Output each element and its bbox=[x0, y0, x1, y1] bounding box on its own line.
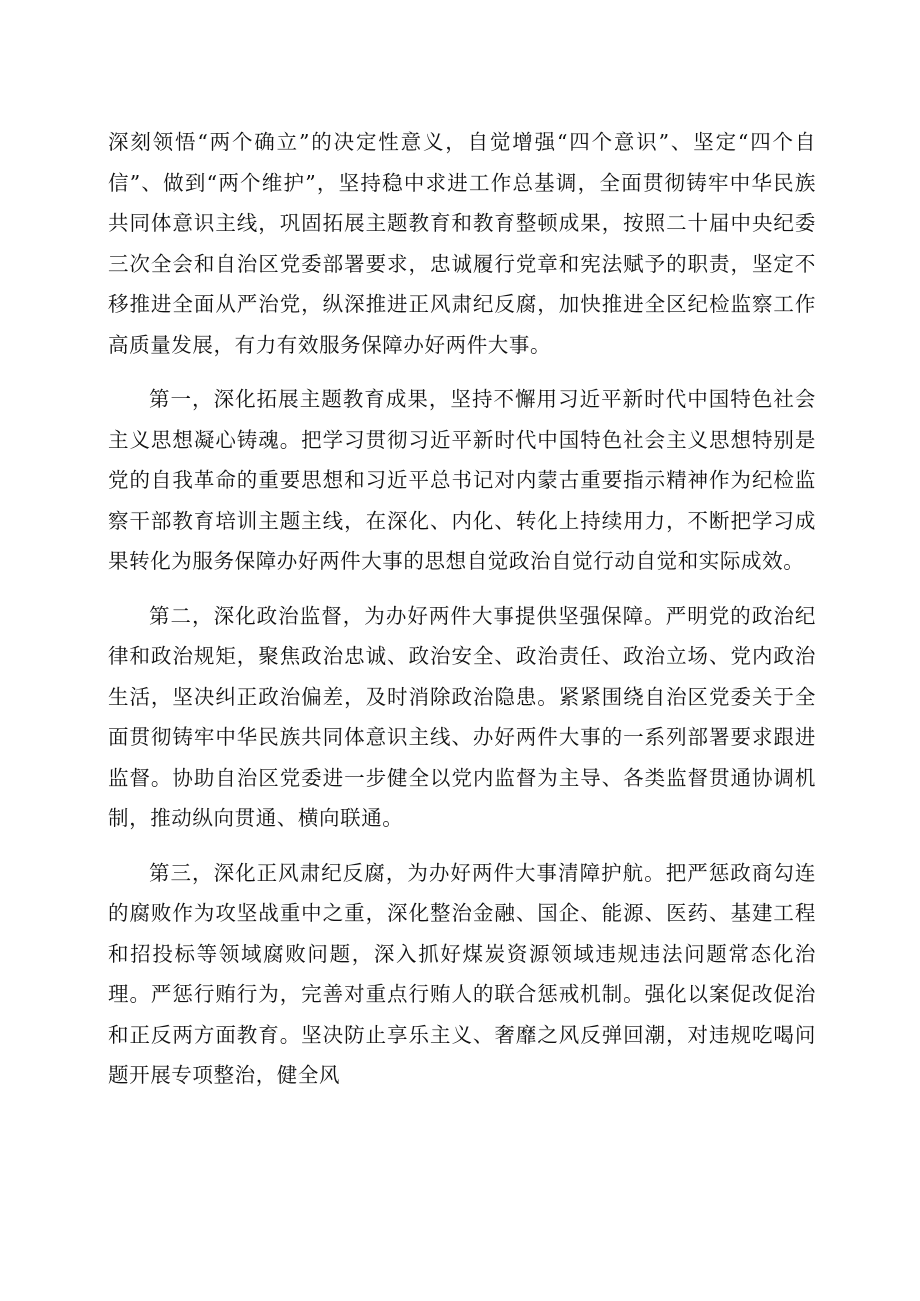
paragraph-third: 第三，深化正风肃纪反腐，为办好两件大事清障护航。把严惩政商勾连的腐败作为攻坚战重中之重，深化整治金融、国企、能源、医药、基建工程和招投标等领域腐败问题，深入抓好煤炭资源领域违规违法问题常态化治理。严惩行贿行为，完善对重点行贿人的联合惩戒机制。强化以案促改促治和正反两方面教育。坚决防止享乐主义、奢靡之风反弹回潮，对违规吃喝问题开展专项整治，健全风 bbox=[108, 860, 816, 1087]
paragraph-intro: 深刻领悟“两个确立”的决定性意义，自觉增强“四个意识”、坚定“四个自信”、做到“两个维护”，坚持稳中求进工作总基调，全面贯彻铸牢中华民族共同体意识主线，巩固拓展主题教育和教育整顿成果，按照二十届中央纪委三次全会和自治区党委部署要求，忠诚履行党章和宪法赋予的职责，坚定不移推进全面从严治党，纵深推进正风肃纪反腐，加快推进全区纪检监察工作高质量发展，有力有效服务保障办好两件大事。 bbox=[108, 130, 816, 357]
paragraph-second: 第二，深化政治监督，为办好两件大事提供坚强保障。严明党的政治纪律和政治规矩，聚焦政治忠诚、政治安全、政治责任、政治立场、党内政治生活，坚决纠正政治偏差，及时消除政治隐患。紧紧围绕自治区党委关于全面贯彻铸牢中华民族共同体意识主线、办好两件大事的一系列部署要求跟进监督。协助自治区党委进一步健全以党内监督为主导、各类监督贯通协调机制，推动纵向贯通、横向联通。 bbox=[108, 603, 816, 830]
paragraph-gap bbox=[108, 839, 816, 853]
paragraph-first: 第一，深化拓展主题教育成果，坚持不懈用习近平新时代中国特色社会主义思想凝心铸魂。把学习贯彻习近平新时代中国特色社会主义思想特别是党的自我革命的重要思想和习近平总书记对内蒙古重要指示精神作为纪检监察干部教育培训主题主线，在深化、内化、转化上持续用力，不断把学习成果转化为服务保障办好两件大事的思想自觉政治自觉行动自觉和实际成效。 bbox=[108, 387, 816, 573]
document-page bbox=[108, 122, 816, 1096]
paragraph-gap bbox=[108, 582, 816, 596]
paragraph-gap bbox=[108, 365, 816, 379]
